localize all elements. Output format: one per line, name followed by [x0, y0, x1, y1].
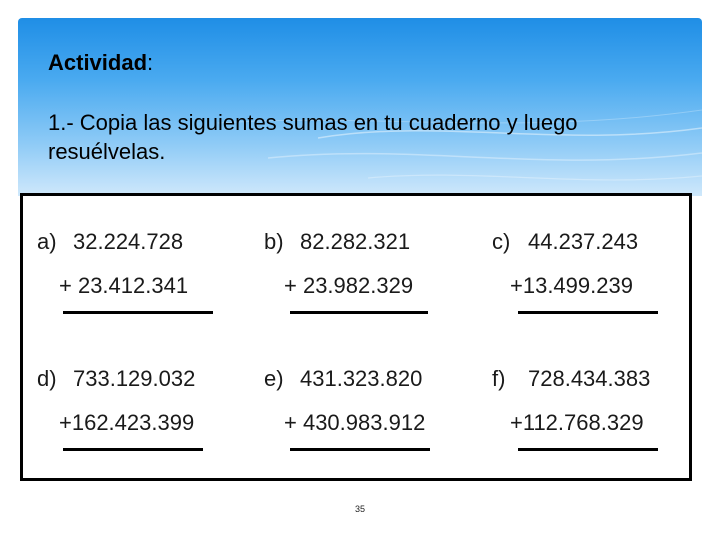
exercise-letter: d) [37, 366, 57, 391]
exercise-letter: a) [37, 229, 57, 254]
exercise-bottom-number: +112.768.329 [510, 410, 644, 435]
slide-header-background [18, 18, 702, 196]
exercise-bottom-number: + 23.412.341 [59, 273, 189, 298]
sum-rule-line [518, 311, 658, 314]
title-colon: : [147, 50, 154, 75]
slide-title [48, 50, 153, 76]
sum-rule-line [290, 448, 430, 451]
exercise-bottom-number: + 430.983.912 [284, 410, 426, 435]
sum-rule-line [518, 448, 658, 451]
exercise-top-number: 82.282.321 [300, 229, 411, 254]
exercise-letter: b) [264, 229, 284, 254]
exercise-bottom-number: + 23.982.329 [284, 273, 414, 298]
title-text: Actividad [48, 50, 148, 75]
exercise-letter: c) [492, 229, 511, 254]
exercise-top-number: 44.237.243 [528, 229, 639, 254]
decorative-wave-lines [18, 18, 702, 196]
exercise-top-number: 32.224.728 [73, 229, 184, 254]
exercise-letter: f) [492, 366, 506, 391]
exercise-bottom-number: +13.499.239 [510, 273, 633, 298]
exercise-letter: e) [264, 366, 284, 391]
instruction-text: 1.- Copia las siguientes sumas en tu cuaderno y luego resuélvelas. [48, 110, 578, 164]
exercise-box [20, 193, 692, 481]
sum-rule-line [290, 311, 428, 314]
page-number: 35 [355, 504, 366, 514]
exercise-top-number: 431.323.820 [300, 366, 423, 391]
exercise-top-number: 733.129.032 [73, 366, 196, 391]
sum-rule-line [63, 311, 213, 314]
exercise-bottom-number: +162.423.399 [59, 410, 195, 435]
sum-rule-line [63, 448, 203, 451]
exercise-top-number: 728.434.383 [528, 366, 651, 391]
